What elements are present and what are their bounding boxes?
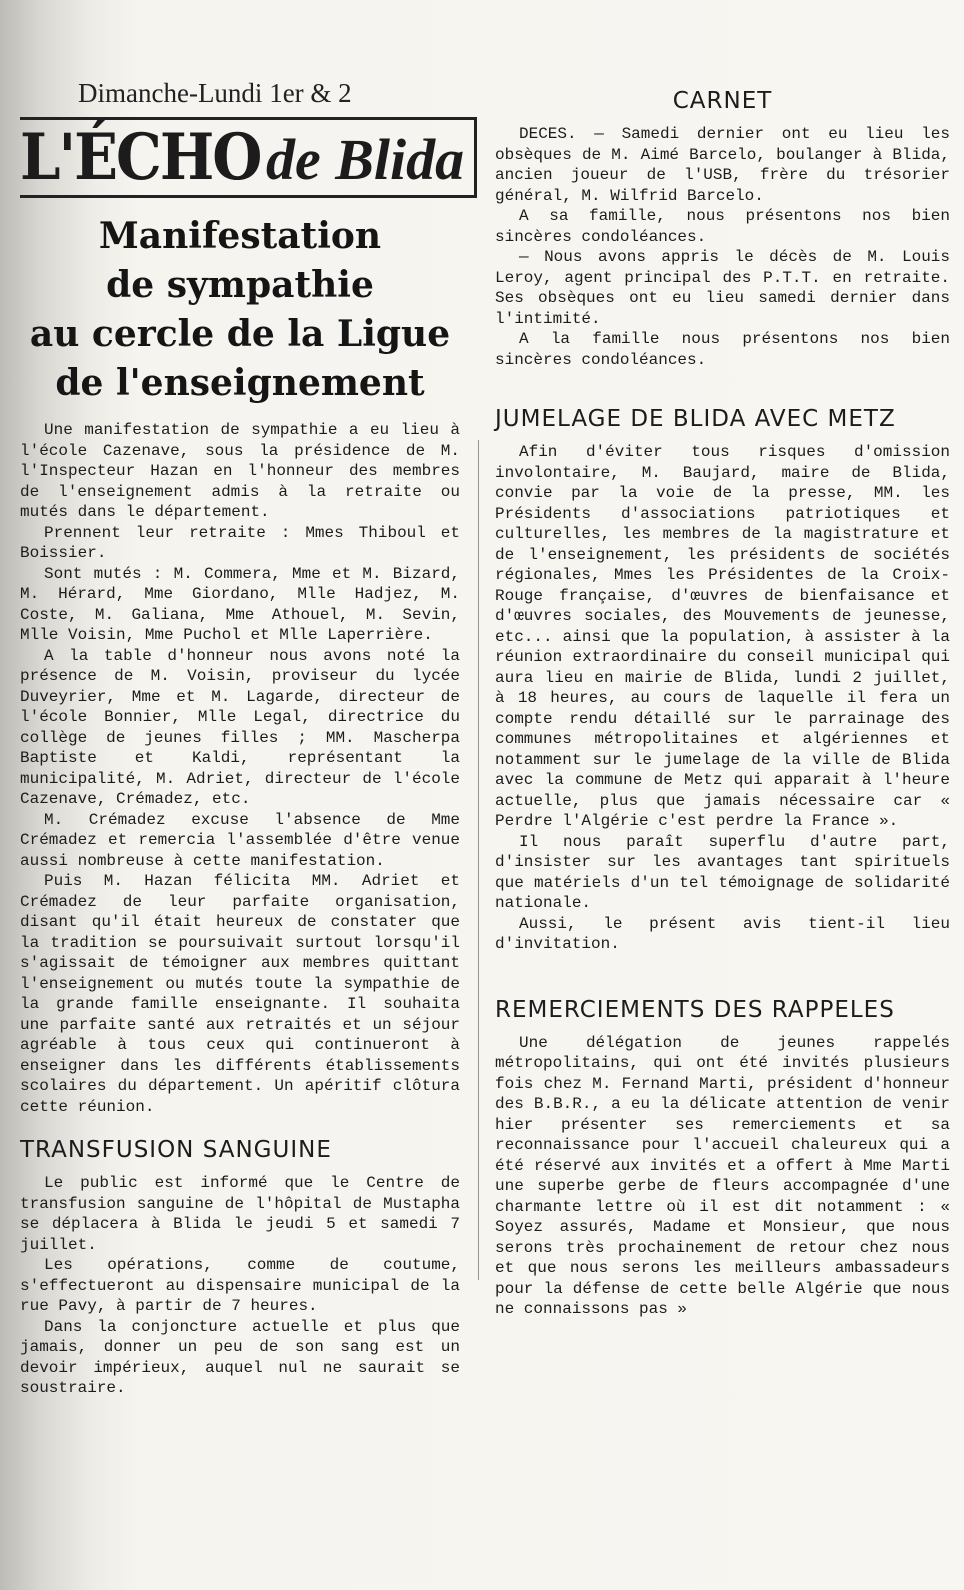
carnet-body	[495, 124, 950, 370]
transfusion-title: TRANSFUSION SANGUINE	[20, 1137, 332, 1163]
paragraph: Il nous paraît superflu d'autre part, d'insister sur les avantages tant spirituels que matériels d'un tel témoignage de solidarité nationale.	[495, 832, 950, 912]
paragraph: Le public est informé que le Centre de transfusion sanguine de l'hôpital de Mustapha se déplacera à Blida le jeudi 5 et samedi 7 juillet.	[20, 1174, 460, 1254]
manifestation-body	[20, 420, 460, 1117]
manifestation-title: Manifestation de sympathie au cercle de la Ligue de l'enseignement	[29, 215, 451, 404]
paragraph: — Nous avons appris le décès de M. Louis Leroy, agent principal des P.T.T. en retraite. Ses obsèques ont eu lieu samedi dernier dans l'intimité.	[495, 248, 950, 328]
paragraph: Puis M. Hazan félicita MM. Adriet et Crémadez de leur parfaite organisation, disant qu'il était heureux de constater que la tradition se poursuivait surtout lorsqu'il s'agissait de témoigner aux membres quittant l'enseignement ou mutés toute la sympathie de la grande famille enseignante. Il souhaita une parfaite santé aux retraités et un séjour agréable à tous ceux qui continueront à enseigner dans les différents établissements scolaires du département. Un apéritif clôtura cette réunion.	[20, 872, 460, 1116]
paragraph: A la table d'honneur nous avons noté la présence de M. Voisin, proviseur du lycée Duveyrier, Mme et M. Lagarde, directeur de l'école Bonnier, Mlle Legal, directrice du collège de jeunes filles ; MM. Mascherpa Baptiste et Kaldi, représentant la municipalité, M. Adriet, directeur de l'école Cazenave, Crémadez, etc.	[20, 646, 460, 808]
paragraph: Aussi, le présent avis tient-il lieu d'invitation.	[495, 914, 950, 953]
jumelage-title: JUMELAGE DE BLIDA AVEC METZ	[495, 406, 896, 432]
paragraph: Dans la conjoncture actuelle et plus que jamais, donner un peu de son sang est un devoir impérieux, auquel nul ne saurait se soustraire.	[20, 1317, 460, 1397]
paragraph: DECES. — Samedi dernier ont eu lieu les obsèques de M. Aimé Barcelo, boulanger à Blida, ancien joueur de l'USB, frère du trésorier général, M. Wilfrid Barcelo.	[495, 125, 950, 205]
paragraph: A sa famille, nous présentons nos bien sincères condoléances.	[495, 207, 950, 246]
paragraph: Une manifestation de sympathie a eu lieu à l'école Cazenave, sous la présidence de M. l'Inspecteur Hazan en l'honneur des membres de l'enseignement admis à la retraite ou mutés dans le département.	[20, 421, 460, 521]
remerciements-title: REMERCIEMENTS DES RAPPELES	[495, 996, 895, 1023]
left-column	[20, 78, 465, 1399]
paragraph: Afin d'éviter tous risques d'omission involontaire, M. Baujard, maire de Blida, convie par la voie de la presse, MM. les Présidents d'associations patriotiques et culturelles, les membres de la magistrature et de l'enseignement, les présidents de sociétés régionales, Mmes les Présidentes de la Croix-Rouge française, d'œuvres de bienfaisance et d'œuvres sociales, des Mouvements de jeunesse, etc... ainsi que la population, à assister à la réunion extraordinaire du conseil municipal qui aura lieu en mairie de Blida, lundi 2 juillet, à 18 heures, au cours de laquelle il fera un compte rendu détaillé sur le parrainage des communes métropolitaines et algériennes et notamment sur le jumelage de la ville de Blida avec la commune de Metz qui apparait à l'heure actuelle, plus que jamais nécessaire car « Perdre l'Algérie c'est perdre la France ».	[495, 443, 950, 830]
paragraph: A la famille nous présentons nos bien sincères condoléances.	[495, 330, 950, 369]
paragraph: Les opérations, comme de coutume, s'effectueront au dispensaire municipal de la rue Pavy, à partir de 7 heures.	[20, 1256, 460, 1315]
dateline: Dimanche-Lundi 1er & 2	[78, 78, 352, 108]
masthead-name: L'ÉCHO	[20, 120, 261, 195]
column-rule	[478, 440, 479, 1280]
right-column	[495, 88, 950, 1320]
remerciements-body	[495, 1033, 950, 1320]
jumelage-body	[495, 442, 950, 955]
paragraph: Sont mutés : M. Commera, Mme et M. Bizard, M. Hérard, Mme Giordano, Mlle Hadjez, M. Coste, M. Galiana, Mme Athouel, M. Sevin, Mlle Voisin, Mme Puchol et Mlle Laperrière.	[20, 564, 460, 644]
paragraph: Prennent leur retraite : Mmes Thiboul et Boissier.	[20, 523, 460, 562]
transfusion-body	[20, 1173, 460, 1399]
masthead	[20, 117, 477, 198]
masthead-script: de Blida	[265, 127, 465, 192]
carnet-title: CARNET	[672, 88, 773, 114]
paragraph: M. Crémadez excuse l'absence de Mme Crémadez et remercia l'assemblée d'être venue aussi nombreuse à cette manifestation.	[20, 810, 460, 870]
paragraph: Une délégation de jeunes rappelés métropolitains, qui ont été invités plusieurs fois chez M. Fernand Marti, président d'honneur des B.B.R., a eu la délicate attention de venir hier présenter ses remerciements et sa reconnaissance pour l'accueil chaleureux qui a été réservé aux invités et a offert à Mme Marti une superbe gerbe de fleurs accompagnée d'une charmante lettre où il est dit notamment : « Soyez assurés, Madame et Monsieur, que nous serons très prochainement de retour chez nous et que nous serons les meilleurs ambassadeurs pour la défense de cette belle Algérie que nous ne connaissons pas »	[495, 1033, 950, 1318]
